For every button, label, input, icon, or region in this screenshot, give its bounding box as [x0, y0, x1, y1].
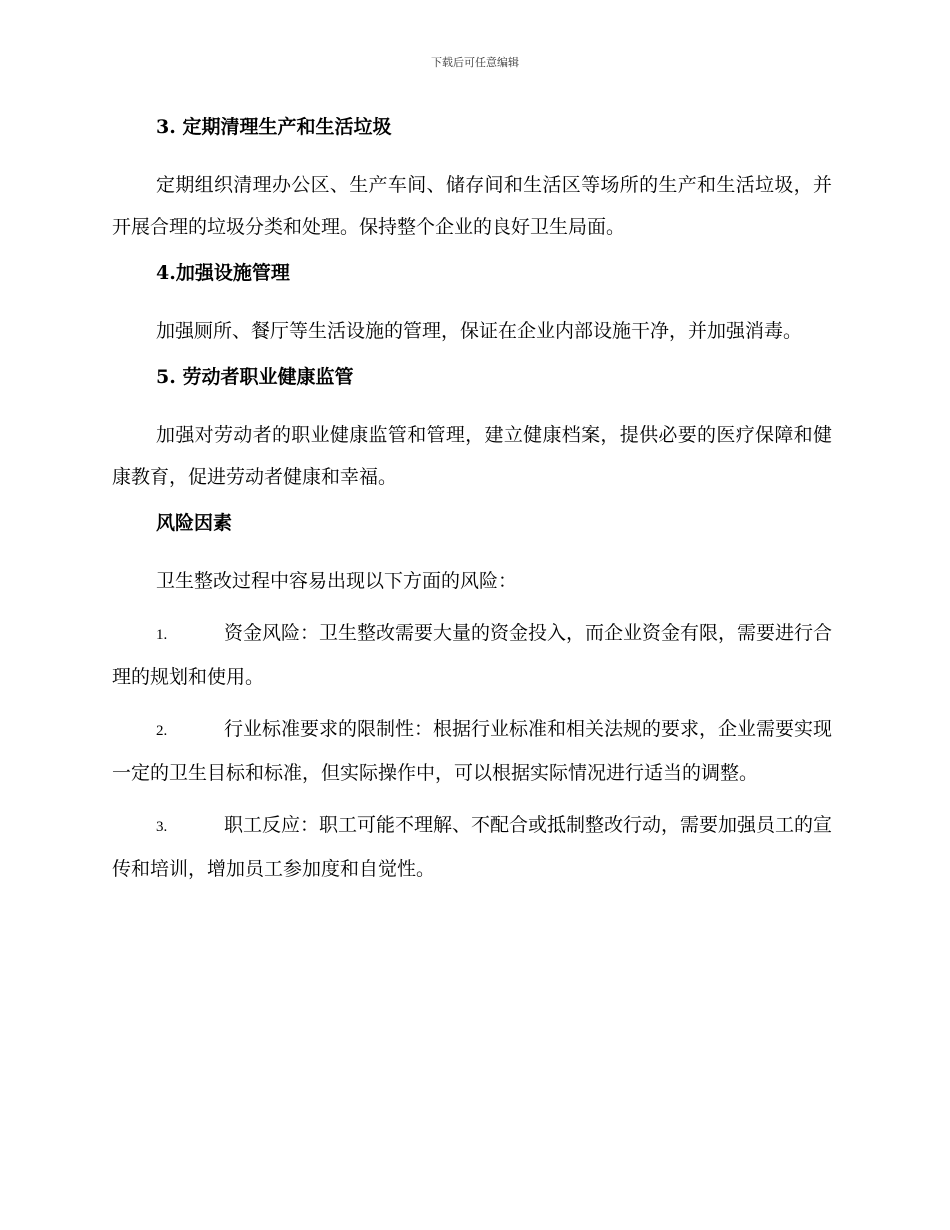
risk-item-number: 2.	[156, 723, 168, 739]
risk-list-item	[112, 708, 832, 794]
section-heading-cleanup: 3. 定期清理生产和生活垃圾	[156, 116, 392, 138]
section-paragraph-cleanup: 定期组织清理办公区、生产车间、储存间和生活区等场所的生产和生活垃圾，并开展合理的垃圾分类和处理。保持整个企业的良好卫生局面。	[112, 174, 832, 238]
section-paragraph-facilities: 加强厕所、餐厅等生活设施的管理，保证在企业内部设施干净，并加强消毒。	[156, 320, 803, 342]
risk-list-item	[112, 804, 832, 890]
risk-item-number: 3.	[156, 819, 168, 835]
risk-intro: 卫生整改过程中容易出现以下方面的风险：	[156, 570, 518, 592]
risk-item-text: 职工反应：职工可能不理解、不配合或抵制整改行动，需要加强员工的宣传和培训，增加员工参加度和自觉性。	[112, 814, 833, 880]
page-header-note: 下载后可任意编辑	[431, 56, 519, 69]
section-heading-health: 5. 劳动者职业健康监管	[156, 366, 354, 388]
section-paragraph-health: 加强对劳动者的职业健康监管和管理，建立健康档案，提供必要的医疗保障和健康教育，促进劳动者健康和幸福。	[112, 424, 832, 488]
section-heading-facilities: 4.加强设施管理	[156, 262, 290, 284]
document-body	[112, 112, 832, 900]
risk-list-item	[112, 612, 832, 698]
risk-heading: 风险因素	[156, 512, 233, 534]
risk-item-text: 资金风险：卫生整改需要大量的资金投入，而企业资金有限，需要进行合理的规划和使用。	[112, 622, 833, 688]
risk-item-text: 行业标准要求的限制性：根据行业标准和相关法规的要求，企业需要实现一定的卫生目标和标准，但实际操作中，可以根据实际情况进行适当的调整。	[112, 718, 833, 784]
risk-item-number: 1.	[156, 627, 168, 643]
